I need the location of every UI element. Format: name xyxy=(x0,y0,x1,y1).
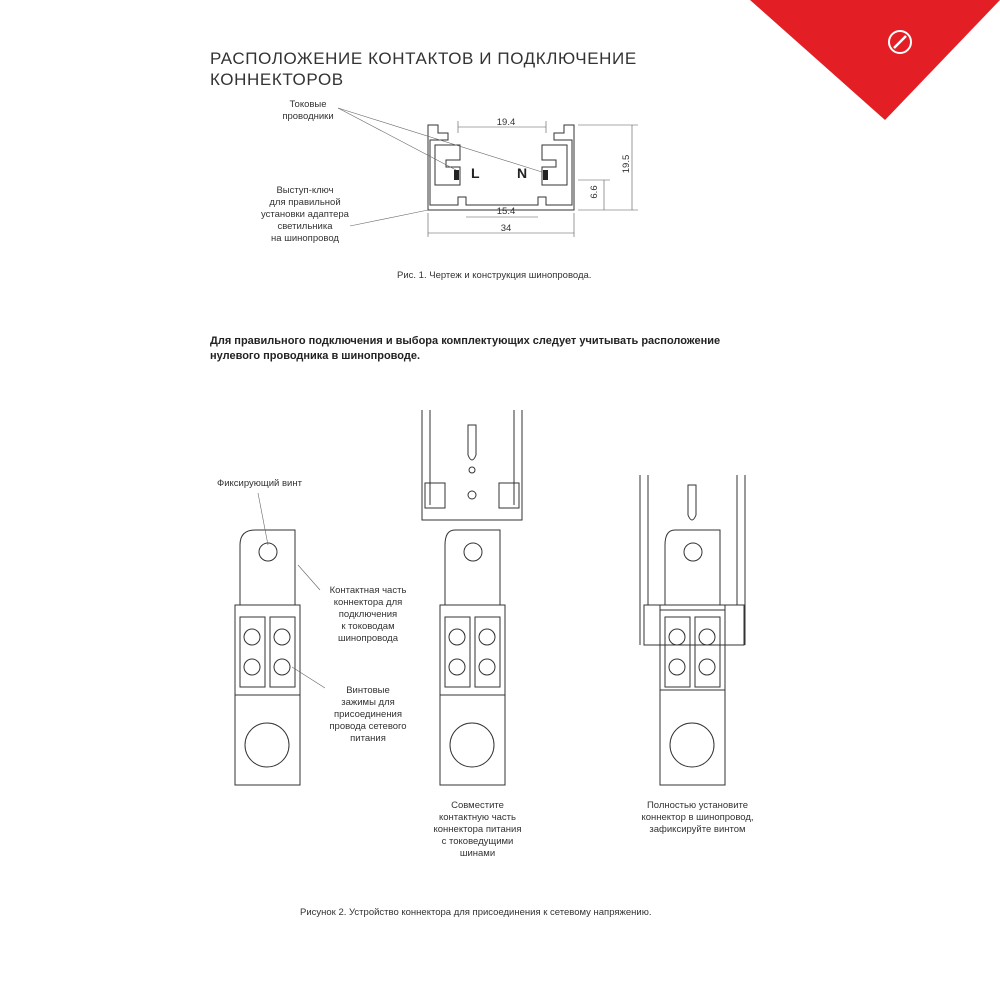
dim-width: 34 xyxy=(500,223,512,234)
label-contact: Контактная часть коннектора для подключения к тоководам шинопровода xyxy=(329,585,407,644)
dim-top: 19.4 xyxy=(496,117,516,128)
intro-text: Для правильного подключения и выбора комплектующих следует учитывать расположение нулевого проводника в шинопроводе. xyxy=(210,335,721,362)
fig1-leaders xyxy=(0,0,1000,300)
page-title: РАСПОЛОЖЕНИЕ КОНТАКТОВ И ПОДКЛЮЧЕНИЕ КОННЕКТОРОВ xyxy=(210,49,637,89)
phase-label: L xyxy=(471,165,480,181)
connector-drawings xyxy=(200,405,780,795)
brand-logo-text: arlight xyxy=(738,56,775,70)
label-screw: Фиксирующий винт xyxy=(217,478,302,489)
label-key: Выступ-ключ для правильной установки адаптера светильника на шинопровод xyxy=(261,185,349,244)
dim-small: 6.6 xyxy=(589,185,600,199)
label-conductors: Токовые проводники xyxy=(282,99,334,122)
fig1-caption: Рис. 1. Чертеж и конструкция шинопровода. xyxy=(397,270,592,281)
dim-height: 19.5 xyxy=(621,154,632,174)
fig2-caption: Рисунок 2. Устройство коннектора для присоединения к сетевому напряжению. xyxy=(300,907,652,918)
dim-bottom: 15.4 xyxy=(496,206,516,217)
step-install: Полностью установите коннектор в шинопровод, зафиксируйте винтом xyxy=(641,800,754,835)
step-align: Совместите контактную часть коннектора питания с токоведущими шинами xyxy=(433,800,522,859)
neutral-label: N xyxy=(517,165,528,181)
label-terminals: Винтовые зажимы для присоединения провода сетевого питания xyxy=(329,685,407,744)
